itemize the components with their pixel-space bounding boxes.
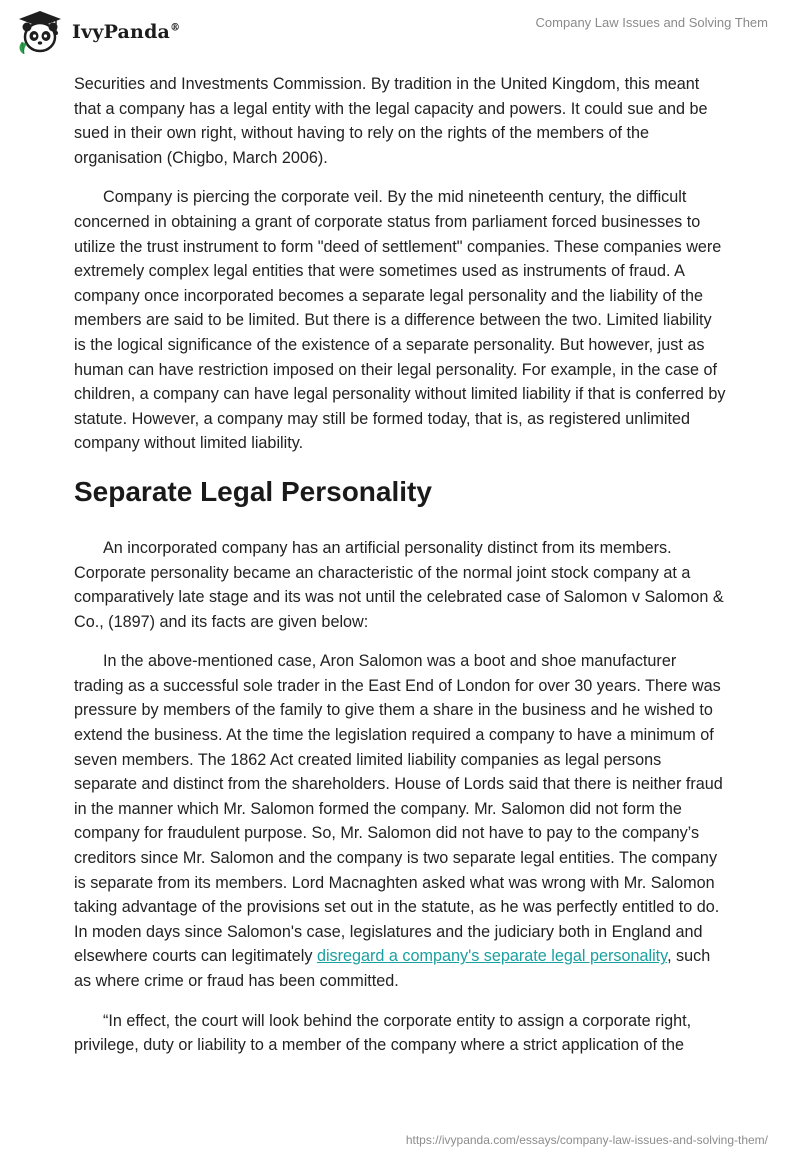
ivypanda-logo[interactable] — [16, 8, 180, 56]
paragraph-5: “In effect, the court will look behind the corporate entity to assign a corporate right, privilege, duty or liability to a member of the company where a strict application of the — [74, 1011, 692, 1055]
paragraph-4-text-end: , such as where crime or fraud has been committed. — [74, 947, 711, 990]
paragraph-3: An incorporated company has an artificial personality distinct from its members. Corporate personality became an characteristic of the normal joint stock company at a comparatively late stage and its was not until the celebrated case of Salomon v Salomon & Co., (1897) and its facts are given below: — [74, 538, 724, 631]
page-header — [0, 0, 800, 70]
essay-content — [74, 72, 726, 1073]
panda-graduate-logo-icon — [16, 8, 64, 56]
paragraph-1: Securities and Investments Commission. By tradition in the United Kingdom, this meant that a company has a legal entity with the legal capacity and powers. It could sue and be sued in their own right, without having to rely on the rights of the members of the organisation (Chigbo, March 2006). — [74, 75, 708, 167]
brand-name: IvyPanda® — [72, 21, 181, 43]
paragraph-4-text: In the above-mentioned case, Aron Salomon was a boot and shoe manufacturer trading as a successful sole trader in the East End of London for over 30 years. There was pressure by members of the family to give them a share in the business and he wished to extend the business. At the time the legislation required a company to have a minimum of seven members. The 1862 Act created limited liability companies as legal persons separate and distinct from the shareholders. House of Lords said that there is neither fraud in the manner which Mr. Salomon formed the company. Mr. Salomon did not form the company for fraudulent purpose. So, Mr. Salomon did not have to pay to the company’s creditors since Mr. Salomon and the company is two separate legal entities. The company is separate from its members. Lord Macnaghten asked what was wrong with Mr. Salomon taking advantage of the provisions set out in the statute, as he was perfectly entitled to do. In moden days since Salomon's case, legislatures and the judiciary both in England and elsewhere courts can legitimately — [74, 652, 723, 966]
section-heading: Separate Legal Personality — [74, 475, 432, 507]
footer-url: https://ivypanda.com/essays/company-law-issues-and-solving-them/ — [405, 1133, 768, 1147]
paragraph-4 — [74, 649, 726, 993]
paragraph-2: Company is piercing the corporate veil. By the mid nineteenth century, the difficult concerned in obtaining a grant of corporate status from parliament forced businesses to utilize the trust instrument to form "deed of settlement" companies. These companies were extremely complex legal entities that were sometimes used as instruments of fraud. A company once incorporated becomes a separate legal personality and the liability of the members are said to be limited. But there is a difference between the two. Limited liability is the logical significance of the existence of a separate personality. But however, just as human can have restriction imposed on their legal personality. For example, in the case of children, a company can have legal personality without limited liability if that is conferred by statute. However, a company may still be formed today, that is, as registered unlimited company without limited liability. — [74, 188, 726, 453]
document-title: Company Law Issues and Solving Them — [535, 15, 768, 30]
separate-legal-personality-link[interactable]: disregard a company's separate legal personality — [316, 947, 668, 966]
